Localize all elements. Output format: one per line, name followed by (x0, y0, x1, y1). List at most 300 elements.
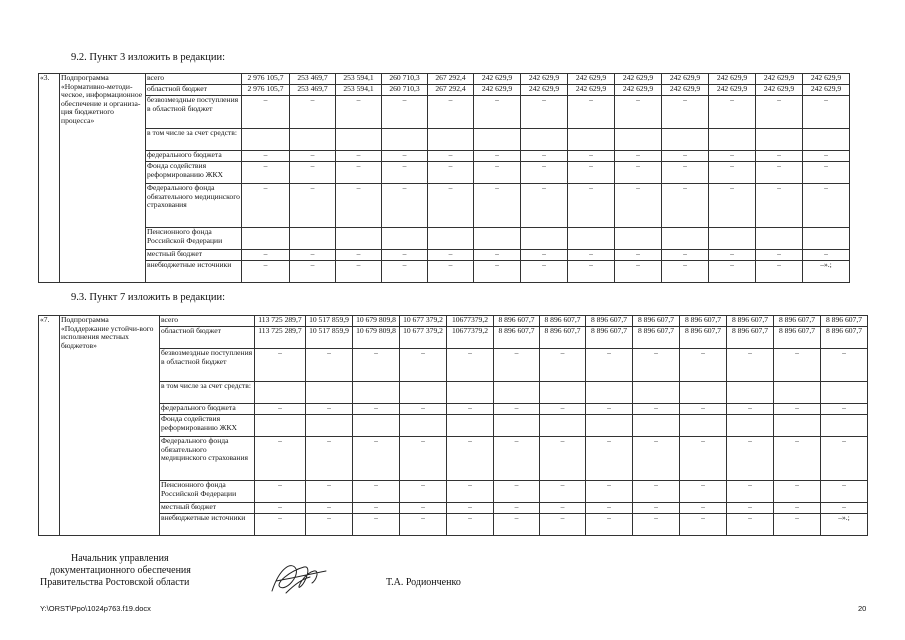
value-cell (306, 382, 353, 404)
value-cell: – (756, 261, 803, 283)
value-cell: – (428, 261, 474, 283)
value-cell: – (568, 151, 615, 162)
value-cell: – (255, 481, 306, 503)
value-cell: – (680, 503, 727, 514)
value-cell: – (290, 250, 336, 261)
row-label: местный бюджет (160, 503, 255, 514)
value-cell (242, 129, 290, 151)
value-cell: – (353, 514, 400, 536)
value-cell: – (803, 151, 850, 162)
value-cell: – (494, 503, 540, 514)
value-cell (680, 415, 727, 437)
value-cell: 8 896 607,7 (586, 316, 633, 327)
value-cell (821, 382, 868, 404)
value-cell: –».; (803, 261, 850, 283)
value-cell: – (290, 151, 336, 162)
value-cell (727, 415, 774, 437)
value-cell: – (306, 481, 353, 503)
value-cell: 8 896 607,7 (821, 327, 868, 349)
value-cell: – (709, 184, 756, 228)
value-cell: 10 517 859,9 (306, 316, 353, 327)
value-cell: – (521, 162, 568, 184)
table-row (39, 481, 905, 503)
table-row (39, 250, 898, 261)
value-cell: 10 677 379,2 (400, 316, 447, 327)
value-cell: – (615, 96, 662, 129)
table-row (39, 514, 905, 536)
value-cell: – (774, 514, 821, 536)
signatory-name: Т.А. Родионченко (386, 577, 461, 588)
value-cell (290, 129, 336, 151)
value-cell (447, 415, 494, 437)
value-cell: 10677379,2 (447, 327, 494, 349)
value-cell: 267 292,4 (428, 74, 474, 85)
value-cell: – (447, 503, 494, 514)
value-cell: 253 469,7 (290, 74, 336, 85)
value-cell: – (447, 481, 494, 503)
value-cell: – (821, 349, 868, 382)
value-cell: – (774, 404, 821, 415)
value-cell: – (353, 503, 400, 514)
value-cell: – (662, 184, 709, 228)
value-cell: – (680, 404, 727, 415)
value-cell: – (494, 437, 540, 481)
value-cell: 242 629,9 (709, 74, 756, 85)
value-cell: 242 629,9 (756, 85, 803, 96)
value-cell: – (336, 250, 382, 261)
table-row (39, 151, 898, 162)
section-heading-1: 9.2. Пункт 3 изложить в редакции: (71, 52, 225, 63)
row-label: всего (160, 316, 255, 327)
value-cell: – (540, 503, 586, 514)
value-cell: – (568, 184, 615, 228)
value-cell: – (756, 250, 803, 261)
value-cell: 260 710,3 (382, 85, 428, 96)
value-cell: – (306, 437, 353, 481)
value-cell: – (568, 261, 615, 283)
table-row (39, 316, 905, 327)
value-cell (662, 129, 709, 151)
row-label: внебюджетные источники (160, 514, 255, 536)
value-cell (255, 415, 306, 437)
funding-table-2 (38, 315, 905, 536)
value-cell (540, 415, 586, 437)
value-cell: – (821, 481, 868, 503)
value-cell: – (568, 250, 615, 261)
value-cell (633, 382, 680, 404)
value-cell: 242 629,9 (474, 85, 521, 96)
value-cell: 253 469,7 (290, 85, 336, 96)
file-path: Y:\ORST\Ppo\1024p763.f19.docx (40, 604, 151, 613)
value-cell (382, 228, 428, 250)
value-cell: – (428, 250, 474, 261)
value-cell: 242 629,9 (615, 85, 662, 96)
value-cell: – (336, 261, 382, 283)
value-cell (428, 228, 474, 250)
value-cell: – (568, 96, 615, 129)
value-cell: 8 896 607,7 (727, 327, 774, 349)
row-label: Фонда содействия реформированию ЖКХ (160, 415, 255, 437)
value-cell: 8 896 607,7 (540, 316, 586, 327)
value-cell: – (662, 261, 709, 283)
value-cell: – (540, 349, 586, 382)
value-cell: 242 629,9 (568, 85, 615, 96)
table-row (39, 162, 898, 184)
value-cell: – (633, 437, 680, 481)
value-cell: – (521, 184, 568, 228)
table-row (39, 184, 898, 228)
value-cell: – (306, 404, 353, 415)
value-cell: 242 629,9 (662, 74, 709, 85)
program-name: Подпрограмма «Нормативно-методи-ческое, информационное обеспечение и организа-ция бюджетного процесса» (60, 74, 146, 283)
value-cell: – (662, 96, 709, 129)
value-cell: – (382, 261, 428, 283)
value-cell: – (540, 514, 586, 536)
value-cell (255, 382, 306, 404)
value-cell: – (400, 481, 447, 503)
value-cell: – (400, 437, 447, 481)
value-cell: 242 629,9 (803, 74, 850, 85)
value-cell: – (709, 162, 756, 184)
value-cell: – (727, 503, 774, 514)
value-cell: – (615, 184, 662, 228)
table-row (39, 327, 905, 349)
value-cell (586, 415, 633, 437)
value-cell: 242 629,9 (474, 74, 521, 85)
item-number: «7. (39, 316, 60, 536)
row-label: областной бюджет (146, 85, 242, 96)
row-label: Федерального фонда обязательного медицинского страхования (146, 184, 242, 228)
value-cell (474, 228, 521, 250)
program-name: Подпрограмма «Поддержание устойчи-вого исполнения местных бюджетов» (60, 316, 160, 536)
value-cell: – (428, 162, 474, 184)
value-cell: – (756, 184, 803, 228)
value-cell: – (353, 481, 400, 503)
value-cell (447, 382, 494, 404)
signatory-position-line3: Правительства Ростовской области (40, 577, 190, 588)
value-cell: – (709, 250, 756, 261)
value-cell: – (774, 349, 821, 382)
value-cell: 253 594,1 (336, 85, 382, 96)
value-cell: – (447, 514, 494, 536)
value-cell: – (290, 162, 336, 184)
value-cell: – (586, 481, 633, 503)
value-cell: – (306, 514, 353, 536)
value-cell: 10677379,2 (447, 316, 494, 327)
table-row (39, 503, 905, 514)
row-label: местный бюджет (146, 250, 242, 261)
value-cell: – (633, 514, 680, 536)
value-cell: 242 629,9 (521, 74, 568, 85)
value-cell (568, 129, 615, 151)
value-cell: – (447, 349, 494, 382)
value-cell: – (353, 437, 400, 481)
value-cell (756, 129, 803, 151)
value-cell (803, 129, 850, 151)
value-cell: – (774, 481, 821, 503)
value-cell: – (727, 514, 774, 536)
value-cell: – (727, 481, 774, 503)
value-cell: – (756, 96, 803, 129)
value-cell: 8 896 607,7 (680, 327, 727, 349)
table-row (39, 129, 898, 151)
value-cell: – (494, 404, 540, 415)
value-cell (568, 228, 615, 250)
value-cell (428, 129, 474, 151)
value-cell (382, 129, 428, 151)
value-cell: – (290, 261, 336, 283)
value-cell: –».; (821, 514, 868, 536)
value-cell (803, 228, 850, 250)
value-cell: – (803, 184, 850, 228)
value-cell (474, 129, 521, 151)
table-row (39, 382, 905, 404)
value-cell: 8 896 607,7 (494, 327, 540, 349)
value-cell: – (336, 184, 382, 228)
row-label: федерального бюджета (160, 404, 255, 415)
value-cell (586, 382, 633, 404)
value-cell: – (382, 250, 428, 261)
value-cell: – (428, 151, 474, 162)
value-cell: – (474, 96, 521, 129)
value-cell: – (242, 162, 290, 184)
value-cell: – (494, 514, 540, 536)
value-cell: – (474, 151, 521, 162)
row-label: в том числе за счет средств: (160, 382, 255, 404)
funding-table-1 (38, 73, 898, 283)
value-cell: – (727, 349, 774, 382)
value-cell: – (680, 514, 727, 536)
value-cell (615, 228, 662, 250)
value-cell: – (382, 184, 428, 228)
value-cell: – (615, 261, 662, 283)
table-row (39, 349, 905, 382)
value-cell: – (474, 250, 521, 261)
value-cell: – (242, 261, 290, 283)
value-cell: 8 896 607,7 (680, 316, 727, 327)
row-label: всего (146, 74, 242, 85)
table-row (39, 74, 898, 85)
value-cell: – (242, 96, 290, 129)
page-number: 20 (858, 604, 867, 613)
value-cell: – (709, 151, 756, 162)
value-cell (821, 415, 868, 437)
value-cell (540, 382, 586, 404)
value-cell: 8 896 607,7 (774, 327, 821, 349)
value-cell: – (774, 503, 821, 514)
value-cell: – (255, 349, 306, 382)
item-number: «3. (39, 74, 60, 283)
value-cell: – (242, 250, 290, 261)
value-cell: – (568, 162, 615, 184)
value-cell (494, 382, 540, 404)
value-cell (494, 415, 540, 437)
value-cell (306, 415, 353, 437)
value-cell: – (633, 404, 680, 415)
value-cell: – (255, 437, 306, 481)
value-cell: 242 629,9 (568, 74, 615, 85)
value-cell: – (803, 96, 850, 129)
value-cell: – (709, 96, 756, 129)
value-cell (662, 228, 709, 250)
value-cell: – (521, 261, 568, 283)
value-cell: – (290, 184, 336, 228)
value-cell: 10 679 809,8 (353, 316, 400, 327)
value-cell (242, 228, 290, 250)
value-cell: 242 629,9 (709, 85, 756, 96)
row-label: Федерального фонда обязательного медицинского страхования (160, 437, 255, 481)
value-cell: – (306, 349, 353, 382)
signatory-position-line2: документационного обеспечения (50, 565, 191, 576)
value-cell: – (400, 514, 447, 536)
value-cell: 242 629,9 (803, 85, 850, 96)
value-cell: 2 976 105,7 (242, 74, 290, 85)
value-cell: – (727, 404, 774, 415)
value-cell: – (290, 96, 336, 129)
value-cell: – (306, 503, 353, 514)
row-label: безвозмездные поступления в областной бюджет (160, 349, 255, 382)
value-cell: – (680, 481, 727, 503)
value-cell: – (353, 404, 400, 415)
row-label: безвозмездные поступления в областной бюджет (146, 96, 242, 129)
value-cell (400, 415, 447, 437)
value-cell: – (586, 437, 633, 481)
value-cell: 10 677 379,2 (400, 327, 447, 349)
value-cell: – (382, 151, 428, 162)
value-cell (774, 382, 821, 404)
table-row (39, 404, 905, 415)
value-cell: 8 896 607,7 (494, 316, 540, 327)
row-label: в том числе за счет средств: (146, 129, 242, 151)
value-cell: – (633, 503, 680, 514)
value-cell: 253 594,1 (336, 74, 382, 85)
value-cell (400, 382, 447, 404)
value-cell: 8 896 607,7 (727, 316, 774, 327)
value-cell: – (521, 250, 568, 261)
value-cell: – (615, 250, 662, 261)
value-cell: – (336, 162, 382, 184)
value-cell: – (336, 151, 382, 162)
value-cell: – (709, 261, 756, 283)
table-row (39, 85, 898, 96)
value-cell: – (821, 404, 868, 415)
value-cell: – (255, 503, 306, 514)
value-cell: 260 710,3 (382, 74, 428, 85)
handwritten-signature (266, 557, 330, 599)
row-label: внебюджетные источники (146, 261, 242, 283)
value-cell: – (447, 404, 494, 415)
value-cell: – (255, 514, 306, 536)
value-cell: 242 629,9 (615, 74, 662, 85)
value-cell: 242 629,9 (756, 74, 803, 85)
value-cell: – (382, 96, 428, 129)
value-cell (290, 228, 336, 250)
value-cell: – (680, 437, 727, 481)
value-cell: – (586, 404, 633, 415)
row-label: Пенсионного фонда Российской Федерации (160, 481, 255, 503)
value-cell: – (494, 349, 540, 382)
row-label: областной бюджет (160, 327, 255, 349)
value-cell: 8 896 607,7 (586, 327, 633, 349)
value-cell: – (400, 349, 447, 382)
value-cell: – (494, 481, 540, 503)
value-cell (709, 228, 756, 250)
value-cell: – (662, 151, 709, 162)
row-label: Фонда содействия реформированию ЖКХ (146, 162, 242, 184)
value-cell (727, 382, 774, 404)
value-cell: – (633, 349, 680, 382)
table-row (39, 415, 905, 437)
value-cell: 10 517 859,9 (306, 327, 353, 349)
value-cell: – (803, 250, 850, 261)
value-cell: – (400, 404, 447, 415)
value-cell (709, 129, 756, 151)
value-cell: – (540, 404, 586, 415)
value-cell: – (428, 184, 474, 228)
value-cell (521, 228, 568, 250)
value-cell: – (586, 514, 633, 536)
value-cell: – (428, 96, 474, 129)
value-cell: – (353, 349, 400, 382)
value-cell: – (336, 96, 382, 129)
value-cell: – (521, 151, 568, 162)
value-cell: – (727, 437, 774, 481)
value-cell (633, 415, 680, 437)
value-cell (336, 129, 382, 151)
value-cell: – (242, 184, 290, 228)
value-cell: – (586, 503, 633, 514)
value-cell: 242 629,9 (662, 85, 709, 96)
value-cell: – (803, 162, 850, 184)
value-cell: 8 896 607,7 (633, 327, 680, 349)
value-cell: – (680, 349, 727, 382)
value-cell: – (474, 162, 521, 184)
value-cell (336, 228, 382, 250)
value-cell: – (662, 162, 709, 184)
value-cell: – (615, 162, 662, 184)
value-cell: – (821, 437, 868, 481)
value-cell: – (447, 437, 494, 481)
value-cell: 267 292,4 (428, 85, 474, 96)
section-heading-2: 9.3. Пункт 7 изложить в редакции: (71, 292, 225, 303)
value-cell: 113 725 289,7 (255, 316, 306, 327)
value-cell (353, 382, 400, 404)
value-cell: 10 679 809,8 (353, 327, 400, 349)
value-cell: – (382, 162, 428, 184)
value-cell: – (242, 151, 290, 162)
value-cell: 8 896 607,7 (774, 316, 821, 327)
value-cell: – (540, 481, 586, 503)
value-cell: – (756, 162, 803, 184)
value-cell: – (615, 151, 662, 162)
value-cell: – (255, 404, 306, 415)
value-cell: – (521, 96, 568, 129)
value-cell (521, 129, 568, 151)
table-row (39, 228, 898, 250)
value-cell (774, 415, 821, 437)
value-cell: – (821, 503, 868, 514)
table-row (39, 437, 905, 481)
table-row (39, 96, 898, 129)
value-cell: – (586, 349, 633, 382)
value-cell (756, 228, 803, 250)
value-cell: – (774, 437, 821, 481)
row-label: Пенсионного фонда Российской Федерации (146, 228, 242, 250)
value-cell: 113 725 289,7 (255, 327, 306, 349)
value-cell: – (474, 184, 521, 228)
value-cell: 2 976 105,7 (242, 85, 290, 96)
table-row (39, 261, 898, 283)
